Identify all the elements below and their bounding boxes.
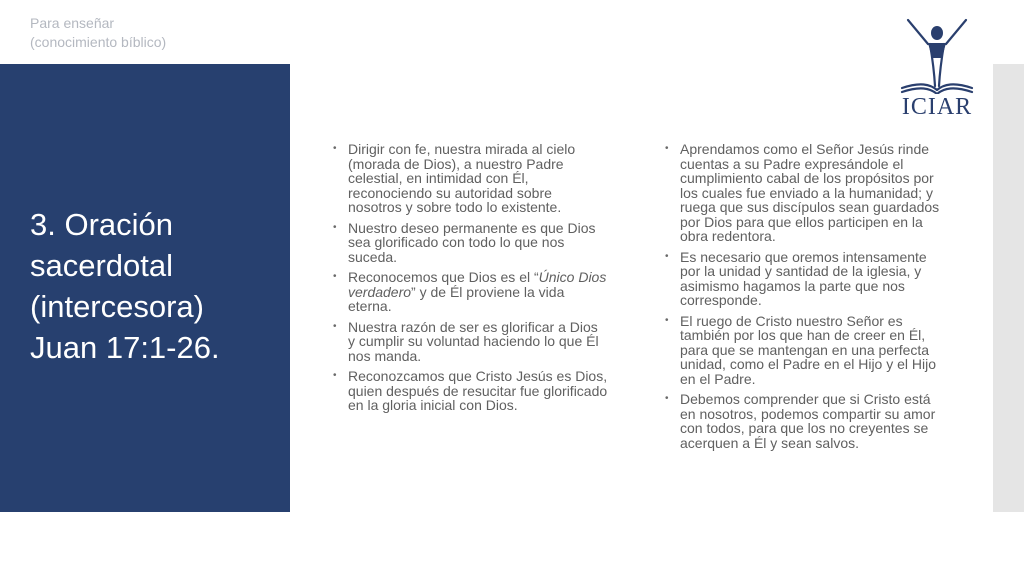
figure-raised-arms-book-icon xyxy=(898,14,976,94)
slide-title-line-4: Juan 17:1-26. xyxy=(30,330,220,365)
bullet-list-left xyxy=(332,142,608,419)
corner-label-line-1: Para enseñar xyxy=(30,15,115,31)
slide-title-line-2: sacerdotal xyxy=(30,248,174,283)
corner-label xyxy=(30,14,166,52)
list-item: • El ruego de Cristo nuestro Señor es también por los que han de creer en Él, para que se mantengan en una perfecta unidad, como el Padre en el Hijo y el Hijo en el Padre. xyxy=(664,314,944,387)
list-item-emphasis: Único Dios verdadero xyxy=(348,269,607,300)
list-item: • Reconozcamos que Cristo Jesús es Dios, quien después de resucitar fue glorificado en la gloria inicial con Dios. xyxy=(332,369,608,413)
list-item: • Nuestra razón de ser es glorificar a Dios y cumplir su voluntad haciendo lo que Él nos manda. xyxy=(332,320,608,364)
slide-title xyxy=(30,204,280,368)
slide-title-line-3: (intercesora) xyxy=(30,289,204,324)
list-item: • Nuestro deseo permanente es que Dios sea glorificado con todo lo que nos suceda. xyxy=(332,221,608,265)
bullet-list-right xyxy=(664,142,944,456)
list-item: • Dirigir con fe, nuestra mirada al cielo (morada de Dios), a nuestro Padre celestial, en intimidad con Él, reconociendo su autoridad sobre nosotros y sobre todo lo existente. xyxy=(332,142,608,215)
list-item xyxy=(332,270,608,314)
list-item: • Aprendamos como el Señor Jesús rinde cuentas a su Padre expresándole el cumplimiento cabal de los propósitos por los cuales fue enviado a la humanidad; y ruega que sus discípulos sean guardados por Dios para que ellos participen en la obra redentora. xyxy=(664,142,944,244)
list-item: • Es necesario que oremos intensamente por la unidad y santidad de la iglesia, y asimismo hagamos la parte que nos corresponde. xyxy=(664,250,944,308)
list-item-text-end: ” y de Él proviene la vida eterna. xyxy=(348,283,565,314)
list-item-text-start: Reconocemos que Dios es el “ xyxy=(348,269,539,285)
corner-label-line-2: (conocimiento bíblico) xyxy=(30,34,167,50)
right-accent-strip xyxy=(993,64,1024,512)
iciar-logo xyxy=(898,14,976,122)
slide-title-line-1: 3. Oración xyxy=(30,207,174,242)
list-item: • Debemos comprender que si Cristo está en nosotros, podemos compartir su amor con todos, para que los no creyentes se acerquen a Él y sean salvos. xyxy=(664,392,944,450)
logo-text: ICIAR xyxy=(901,94,973,120)
